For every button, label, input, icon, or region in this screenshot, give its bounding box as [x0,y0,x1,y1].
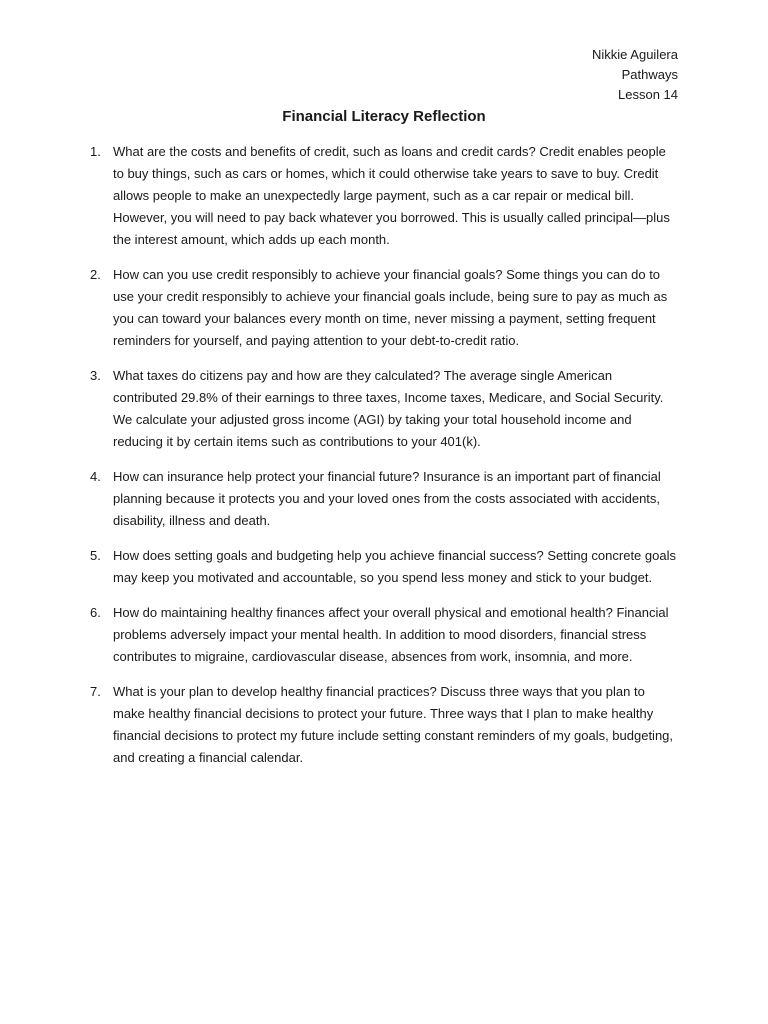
list-item [90,466,680,532]
item-number: 7. [90,684,101,699]
item-text: What taxes do citizens pay and how are they calculated? The average single American contributed 29.8% of their earnings to three taxes, Income taxes, Medicare, and Social Security. We calculate your adjusted gross income (AGI) by taking your total household income and reducing it by certain items such as contributions to your 401(k). [113,368,664,449]
item-text: What are the costs and benefits of credit, such as loans and credit cards? Credit enables people to buy things, such as cars or homes, which it could otherwise take years to save to buy. Credit allows people to make an unexpectedly large payment, such as a car repair or medical bill. However, you will need to pay back whatever you borrowed. This is usually called principal—plus the interest amount, which adds up each month. [113,144,670,247]
list-item [90,141,680,251]
item-text: How can you use credit responsibly to achieve your financial goals? Some things you can do to use your credit responsibly to achieve your financial goals include, being sure to pay as much as you can toward your balances every month on time, never missing a payment, setting frequent reminders for yourself, and paying attention to your debt-to-credit ratio. [113,267,668,348]
list-item [90,264,680,352]
item-text: How can insurance help protect your financial future? Insurance is an important part of financial planning because it protects you and your loved ones from the costs associated with accidents, disability, illness and death. [113,469,661,528]
item-number: 5. [90,548,101,563]
lesson-number: Lesson 14 [618,87,678,102]
item-text: What is your plan to develop healthy financial practices? Discuss three ways that you plan to make healthy financial decisions to protect your future. Three ways that I plan to make healthy financial decisions to protect my future include setting constant reminders of my goals, budgeting, and creating a financial calendar. [113,684,674,765]
course-name: Pathways [621,67,678,82]
document-title: Financial Literacy Reflection [282,108,486,125]
item-number: 1. [90,144,101,159]
list-item [90,602,680,668]
author-name: Nikkie Aguilera [592,47,678,62]
item-text: How do maintaining healthy finances affect your overall physical and emotional health? Financial problems adversely impact your mental health. In addition to mood disorders, financial stress contributes to migraine, cardiovascular disease, absences from work, insomnia, and more. [113,605,669,664]
list-item [90,681,680,769]
item-number: 4. [90,469,101,484]
item-number: 2. [90,267,101,282]
item-number: 6. [90,605,101,620]
author-header [592,45,678,105]
item-number: 3. [90,368,101,383]
question-list [90,141,680,782]
item-text: How does setting goals and budgeting help you achieve financial success? Setting concrete goals may keep you motivated and accountable, so you spend less money and stick to your budget. [113,548,676,585]
list-item [90,545,680,589]
list-item [90,365,680,453]
